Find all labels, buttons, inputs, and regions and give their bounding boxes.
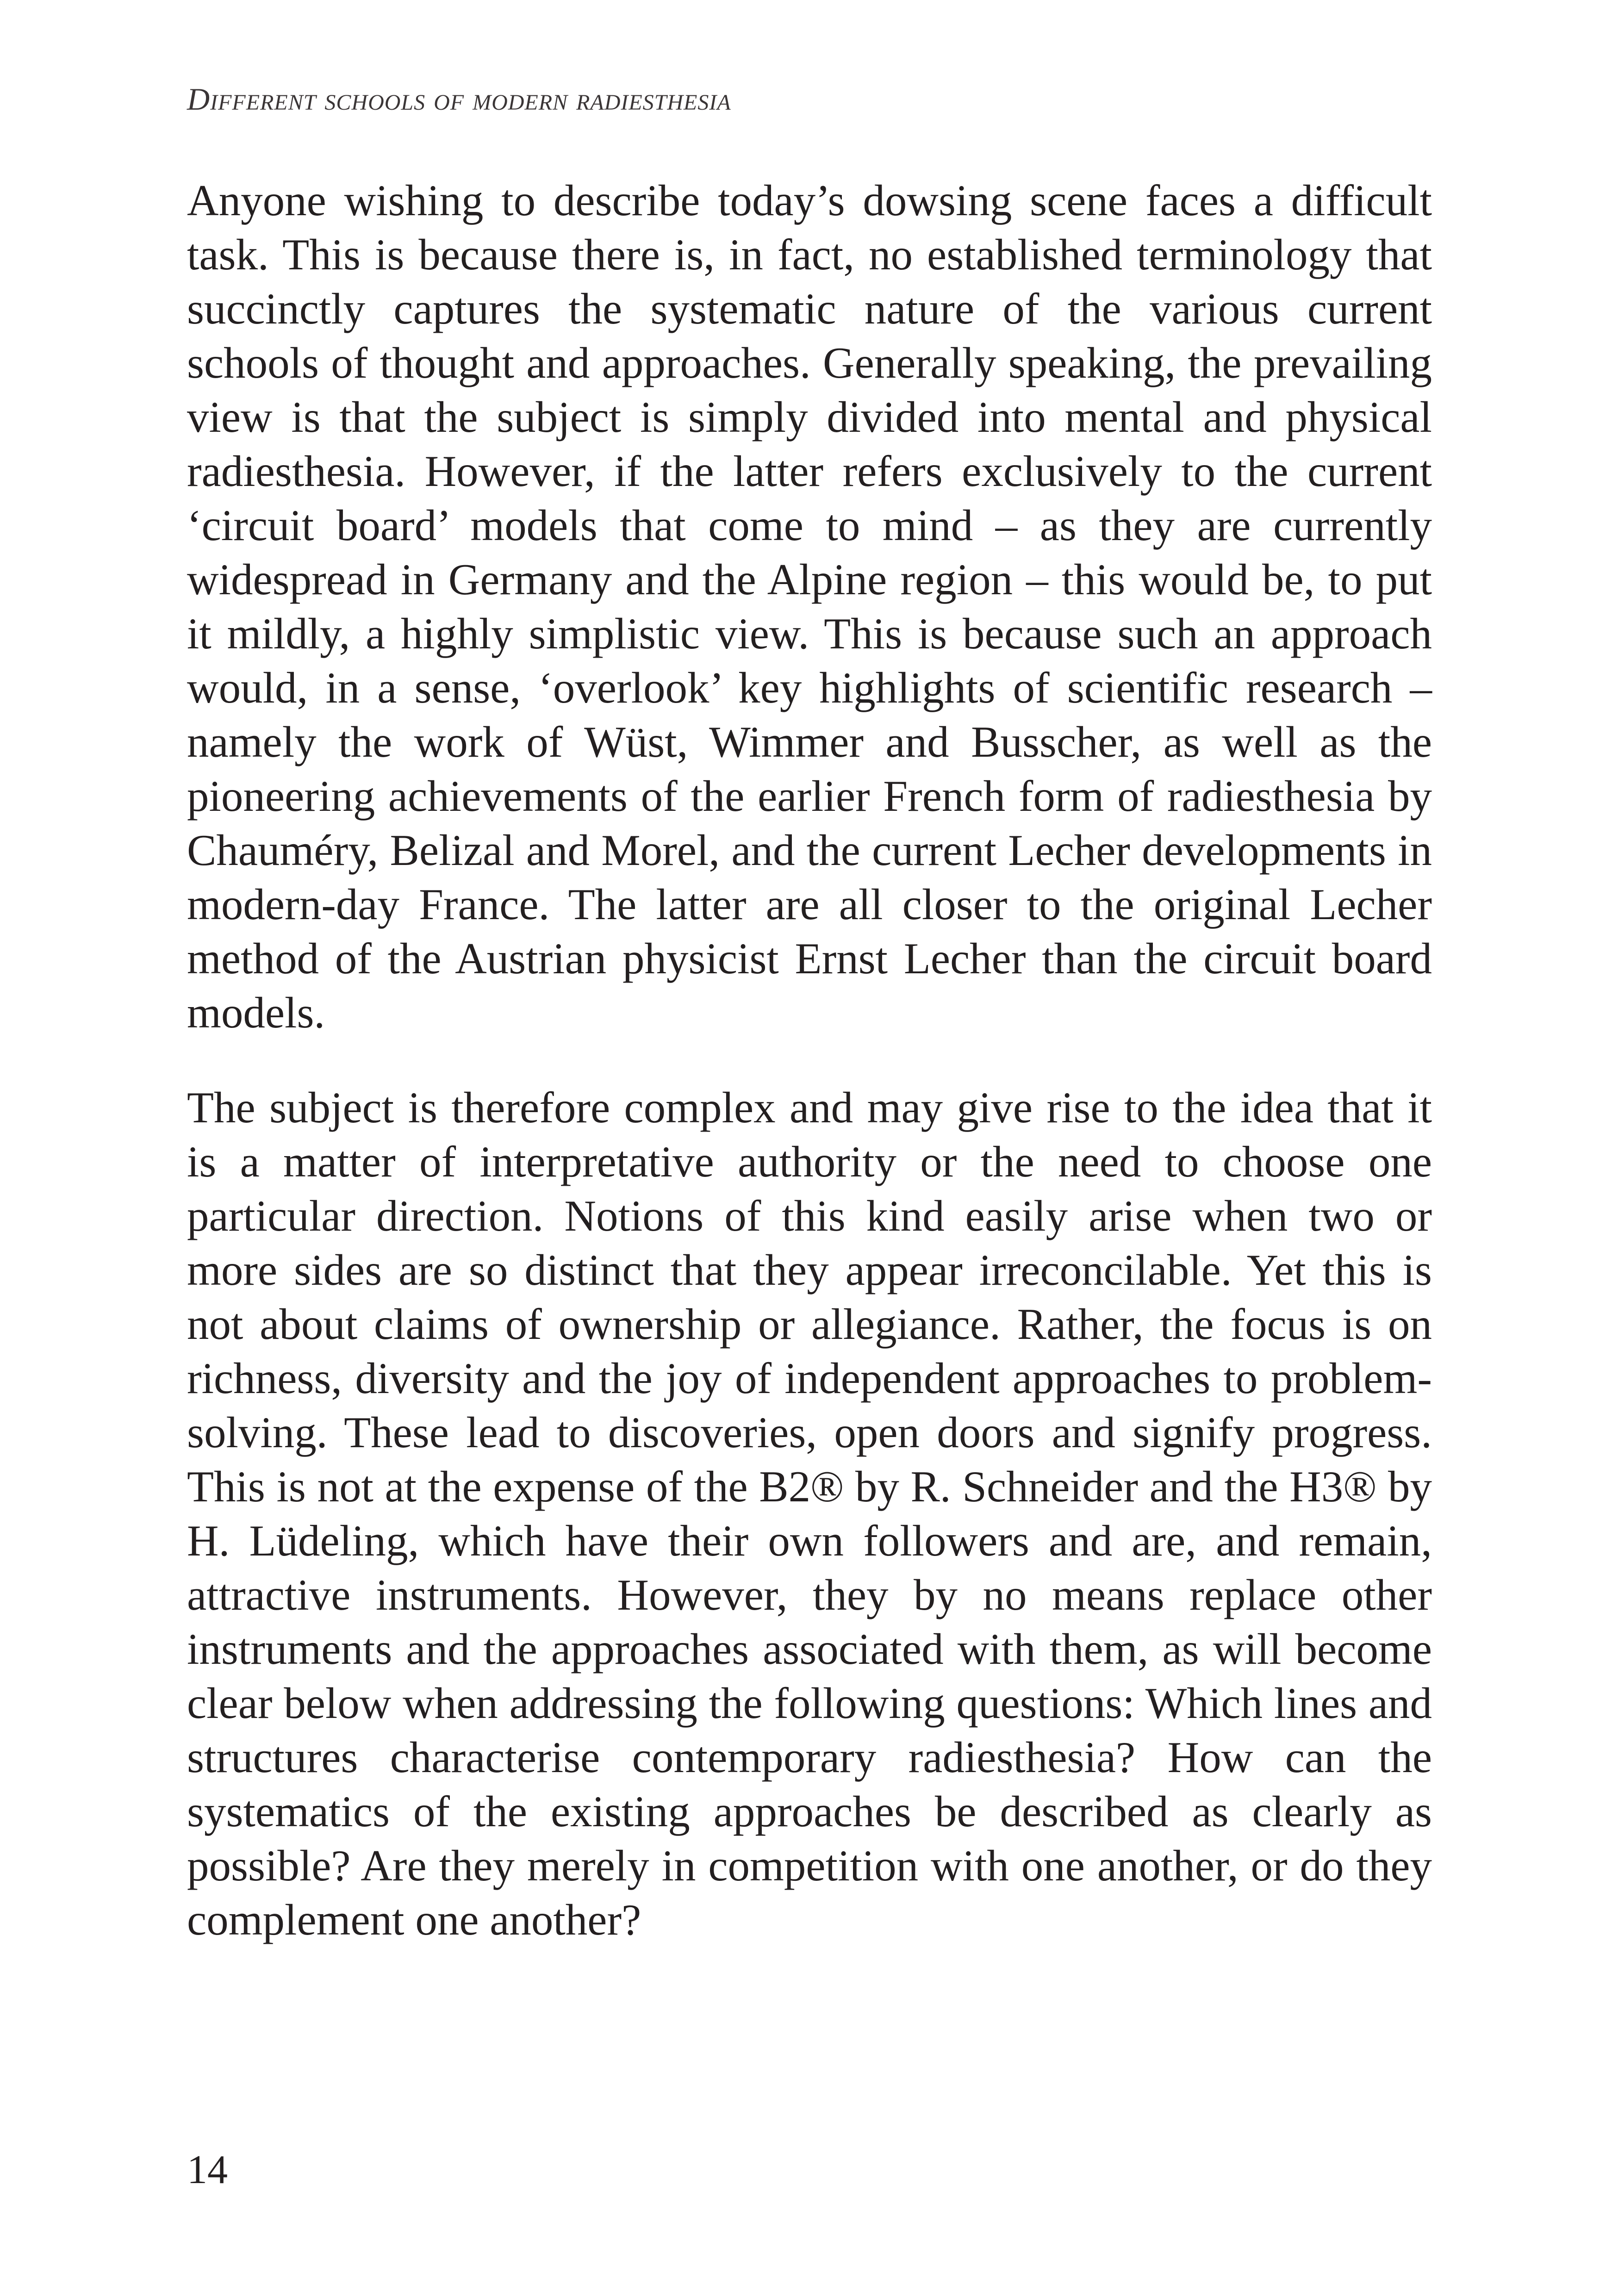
page-number: 14 bbox=[187, 2147, 228, 2192]
paragraph-2: The subject is therefore complex and may give rise to the idea that it is a matter of interpretative authority or the need to choose one particular direction. Notions of this kind easily arise when two or more sides are so distinct that they appear irreconcilable. Yet this is not about claims of ownership or allegiance. Rather, the focus is on richness, diversity and the joy of independent approaches to problem-solving. These lead to discoveries, open doors and signify progress. This is not at the expense of the B2® by R. Schneider and the H3® by H. Lüdeling, which have their own followers and are, and remain, attractive instruments. However, they by no means replace other instruments and the approaches associated with them, as will become clear below when addressing the following questions: Which lines and structures characterise contemporary radiesthesia? How can the systematics of the existing approaches be described as clearly as possible? Are they merely in competition with one another, or do they complement one another? bbox=[187, 1083, 1432, 1944]
running-header: Different schools of modern radiesthesia bbox=[187, 81, 731, 117]
paragraph-1: Anyone wishing to describe today’s dowsing scene faces a difficult task. This is because there is, in fact, no established terminology that succinctly captures the systematic nature of the various current schools of thought and approaches. Generally speaking, the prevailing view is that the subject is simply divided into mental and physical radiesthesia. However, if the latter refers exclusively to the current ‘circuit board’ models that come to mind – as they are currently widespread in Germany and the Alpine region – this would be, to put it mildly, a highly simplistic view. This is because such an approach would, in a sense, ‘overlook’ key highlights of scientific research – namely the work of Wüst, Wimmer and Busscher, as well as the pioneering achievements of the earlier French form of radiesthesia by Chauméry, Belizal and Morel, and the current Lecher developments in modern-day France. The latter are all closer to the original Lecher method of the Austrian physicist Ernst Lecher than the circuit board models. bbox=[187, 176, 1432, 1037]
